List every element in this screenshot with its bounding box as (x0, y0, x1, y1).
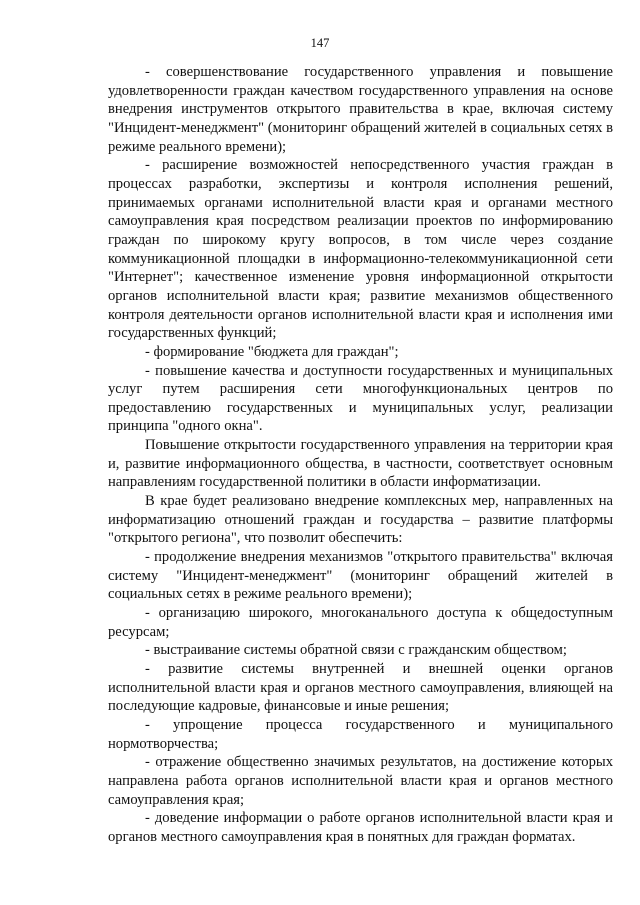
paragraph-citizens-budget: - формирование "бюджета для граждан"; (145, 343, 399, 360)
paragraph-openness: Повышение открытости государственного управления на территории края и, развитие информационного общества, в частности, соответствует основным направлениям государственной политики в области информатизации. (108, 437, 613, 491)
page-number: 147 (310, 36, 330, 50)
paragraph-open-government: - совершенствование государственного управления и повышение удовлетворенности граждан качеством государственного управления на основе внедрения инструментов открытого правительства в крае, включая систему "Инцидент-менеджмент" (мониторинг обращений жителей в социальных сетях в режиме реального времени); (108, 64, 613, 155)
paragraph-public-services: - повышение качества и доступности государственных и муниципальных услуг путем расширения сети многофункциональных центров по предоставлению государственных и муниципальных услуг, реализации принципа "одного окна". (108, 362, 613, 435)
list-item-feedback-system: - выстраивание системы обратной связи с гражданским обществом; (145, 642, 567, 659)
paragraph-citizen-participation: - расширение возможностей непосредственного участия граждан в процессах разработки, экспертизы и контроля исполнения решений, принимаемых органами исполнительной власти края и органами местного самоуправления края посредством реализации проектов по информированию граждан по широкому кругу вопросов, в том числе через создание коммуникационной площадки в информационно-телекоммуникационной сети "Интернет"; качественное изменение уровня информационной открытости органов исполнительной власти края; развитие механизмов общественного контроля деятельности органов исполнительной власти края и исполнения ими государственных функций; (108, 157, 613, 342)
list-item-evaluation-system: - развитие системы внутренней и внешней оценки органов исполнительной власти края и органов местного самоуправления, влияющей на последующие кадровые, финансовые и иные решения; (108, 661, 613, 715)
document-body (108, 63, 613, 847)
list-item-open-government-mechanisms: - продолжение внедрения механизмов "открытого правительства" включая систему "Инцидент-менеджмент" (мониторинг обращений жителей в социальных сетях в режиме реального времени); (108, 549, 613, 603)
list-item-rulemaking: - упрощение процесса государственного и муниципального нормотворчества; (108, 716, 613, 752)
paragraph-measures-intro: В крае будет реализовано внедрение комплексных мер, направленных на информатизацию отношений граждан и государства – развитие платформы "открытого региона", что позволит обеспечить: (108, 493, 613, 547)
list-item-wide-access: - организацию широкого, многоканального доступа к общедоступным ресурсам; (108, 605, 613, 640)
list-item-information-formats: - доведение информации о работе органов исполнительной власти края и органов местного самоуправления края в понятных для граждан форматах. (108, 810, 613, 845)
list-item-results: - отражение общественно значимых результатов, на достижение которых направлена работа органов исполнительной власти края и органов местного самоуправления края; (108, 754, 613, 808)
